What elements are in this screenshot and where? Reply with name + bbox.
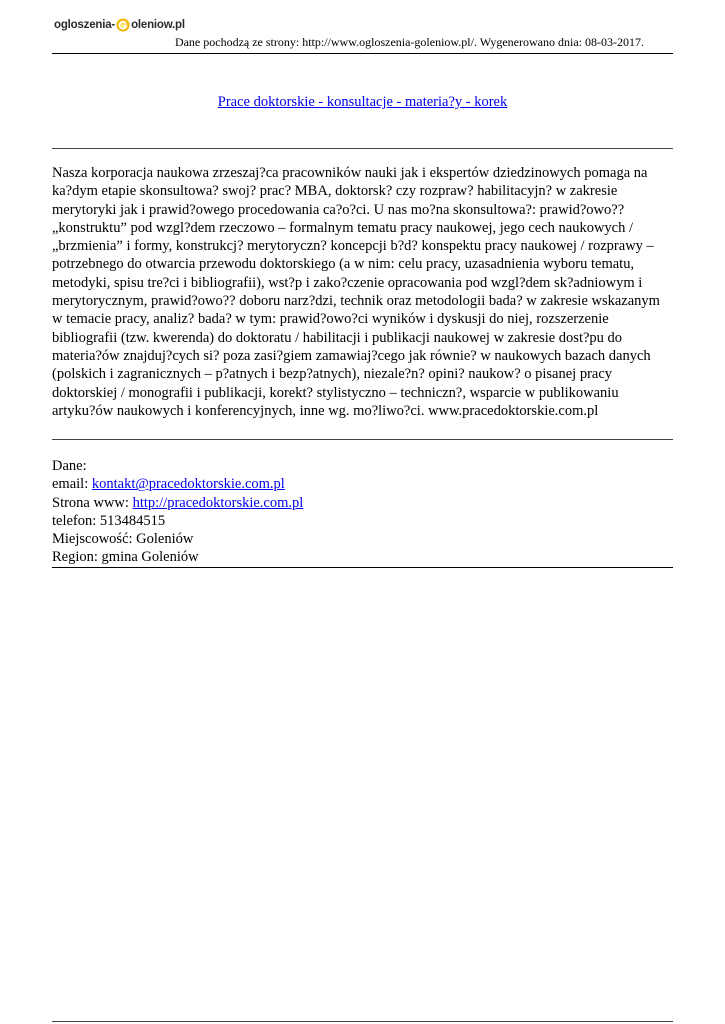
logo-text-prefix: ogloszenia- [54, 19, 116, 31]
email-link[interactable]: kontakt@pracedoktorskie.com.pl [91, 476, 285, 493]
description-line: „brzmienia” i formy, konstrukcj? merytoryczn? koncepcji b?d? konspektu pracy naukowej / rozprawy – [52, 238, 654, 255]
site-logo[interactable] [54, 14, 185, 36]
contact-email-row [52, 475, 673, 493]
website-label: Strona www: [52, 494, 129, 511]
email-label: email: [52, 476, 89, 493]
description-line: materia?ów znajduj?cych si? poza zasi?giem zamawiaj?cego jak równie? w naukowych bazach danych [52, 347, 651, 364]
region-label: Region: [52, 549, 98, 566]
description-line: ka?dym etapie skonsultowa? swoj? prac? MBA, doktorsk? czy rozpraw? habilitacyjn? w zakresie [52, 183, 618, 200]
contact-details [52, 457, 673, 567]
description-line: merytorycznym, prawid?owo?? doboru narz?dzi, technik oraz metodologii bada? w zakresie wskazanym [52, 293, 660, 310]
description-divider [52, 439, 673, 440]
website-link[interactable]: http://pracedoktorskie.com.pl [132, 494, 304, 511]
phone-label: telefon: [52, 512, 97, 529]
contact-phone-row [52, 512, 673, 530]
description-line: potrzebnego do otwarcia przewodu doktorskiego (a w nim: celu pracy, uzasadnienia wyboru tematu, [52, 256, 635, 273]
description-line: (polskich i zagranicznych – p?atnych i bezp?atnych), niezale?n? opini? naukow? o pisanej pracy [52, 366, 613, 383]
listing-title [52, 94, 673, 111]
contact-website-row [52, 494, 673, 512]
description-line: merytoryki jak i prawid?owego procedowania ca?o?ci. U nas mo?na skonsultowa?: prawid?owo?? [52, 201, 625, 218]
city-value: Goleniów [136, 531, 194, 548]
contact-divider [52, 567, 673, 568]
listing-title-link[interactable]: Prace doktorskie - konsultacje - materia?y - korek [217, 94, 508, 110]
contact-city-row [52, 530, 673, 548]
title-divider [52, 148, 673, 149]
description-line: w temacie pracy, analiz? bada? w tym: prawid?owo?ci wyników i dyskusji do niej, rozszerzenie [52, 311, 609, 328]
description-line: „konstruktu” pod wzgl?dem rzeczowo – formalnym tematu pracy naukowej, jego cech naukowych / [52, 219, 634, 236]
source-info-text: Dane pochodzą ze strony: http://www.ogloszenia-goleniow.pl/. Wygenerowano dnia: 08-03-2017. [174, 35, 644, 49]
goleniow-g-logo-icon [116, 18, 130, 32]
region-value: gmina Goleniów [101, 549, 199, 566]
logo-text-suffix: oleniow.pl [131, 19, 185, 31]
description-line: artyku?ów naukowych i konferencyjnych, inne wg. mo?liwo?ci. www.pracedoktorskie.com.pl [52, 402, 599, 419]
footer-divider [52, 1021, 673, 1022]
header-divider [52, 53, 673, 54]
contact-region-row [52, 548, 673, 566]
contact-heading: Dane: [52, 458, 87, 474]
city-label: Miejscowość: [52, 531, 133, 548]
description-line: Nasza korporacja naukowa zrzeszaj?ca pracowników nauki jak i ekspertów dziedzinowych pomaga na [52, 165, 648, 181]
listing-description [52, 164, 673, 420]
description-line: doktorskiej / monografii i publikacji, korekt? stylistyczno – techniczn?, wsparcie w publikowaniu [52, 384, 619, 401]
description-line: bibliografii (tzw. kwerenda) do doktoratu / habilitacji i publikacji naukowej w zakresie dost?pu do [52, 329, 623, 346]
phone-value: 513484515 [99, 512, 166, 529]
description-line: metodyki, spisu tre?ci i bibliografii), wst?p i zako?czenie opracowania pod wzgl?dem sk?adniowym i [52, 274, 643, 291]
